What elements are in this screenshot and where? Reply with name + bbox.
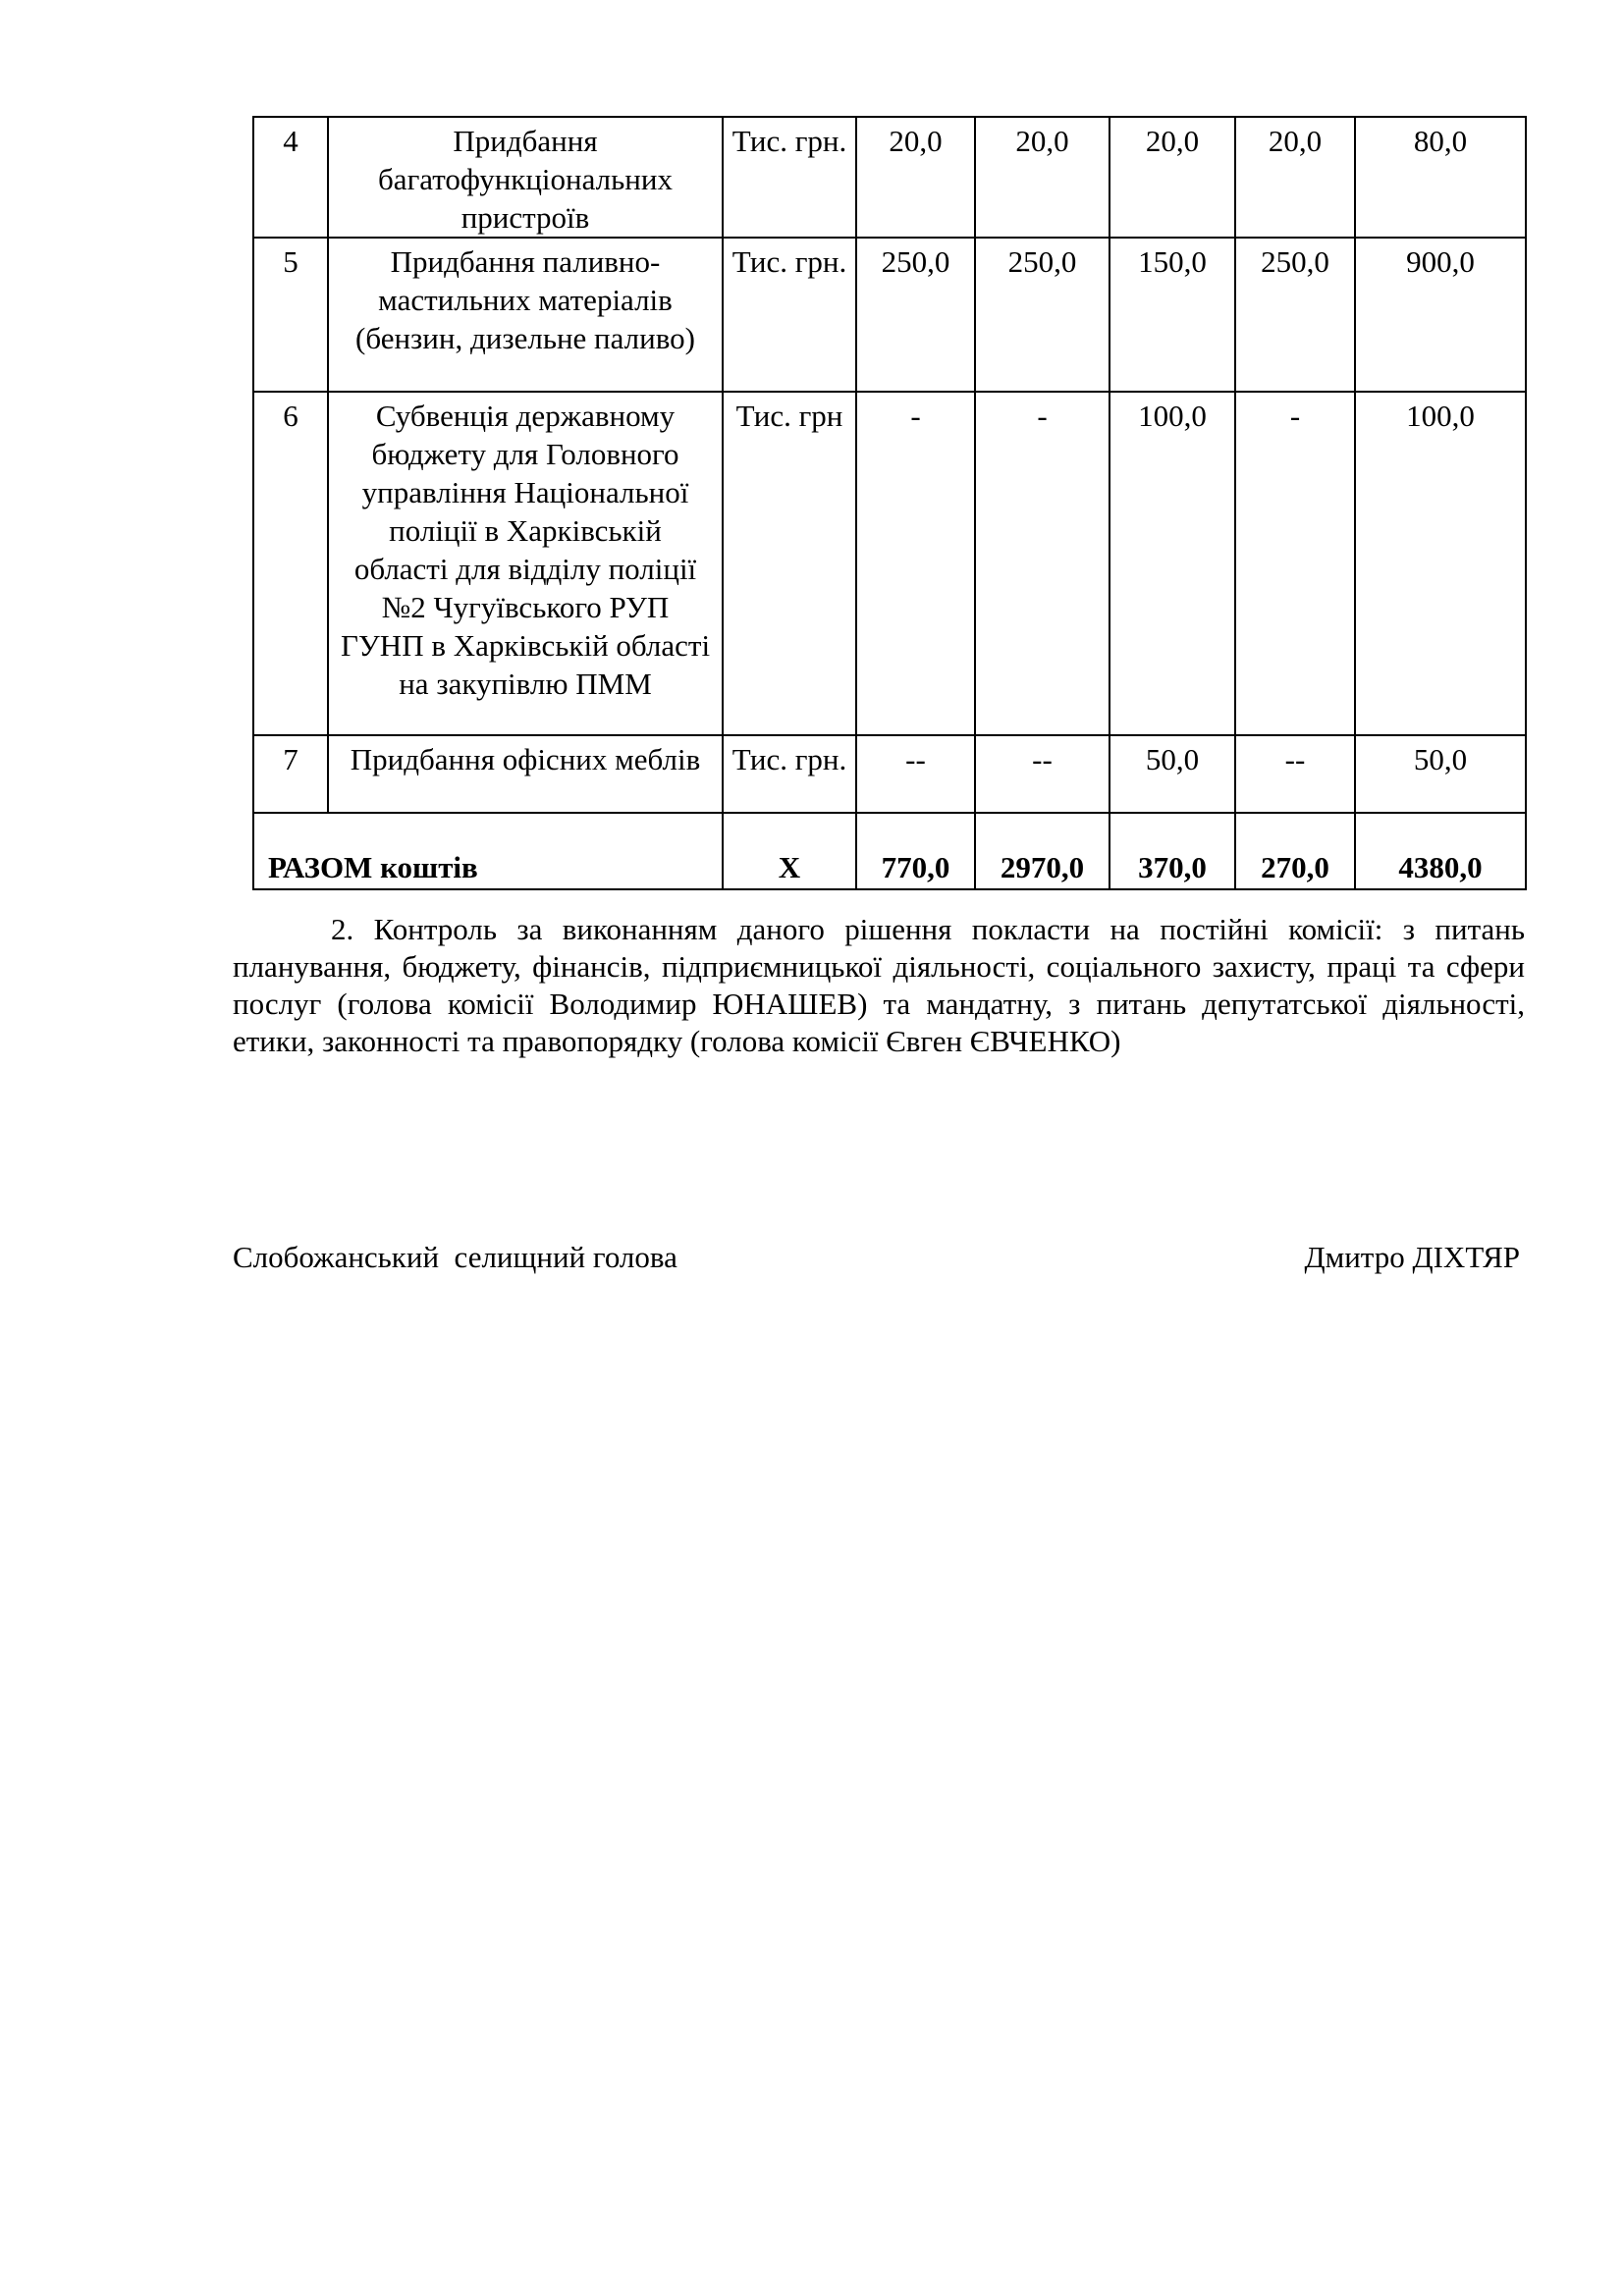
item-name: Придбання паливно-мастильних матеріалів (бензин, дизельне паливо) (328, 238, 723, 392)
unit-cell: Тис. грн. (723, 735, 856, 813)
total-value: 770,0 (856, 813, 975, 889)
value-cell: 100,0 (1110, 392, 1235, 735)
item-name: Придбання багатофункціональних пристроїв (328, 117, 723, 238)
value-cell: 20,0 (1235, 117, 1355, 238)
row-number: 7 (253, 735, 328, 813)
total-row (253, 813, 1526, 889)
value-cell: -- (975, 735, 1110, 813)
value-cell: - (975, 392, 1110, 735)
value-cell: 20,0 (856, 117, 975, 238)
total-cell: 900,0 (1355, 238, 1526, 392)
unit-cell: Тис. грн (723, 392, 856, 735)
value-cell: 150,0 (1110, 238, 1235, 392)
value-cell: 250,0 (856, 238, 975, 392)
unit-cell: Тис. грн. (723, 117, 856, 238)
row-number: 5 (253, 238, 328, 392)
value-cell: - (856, 392, 975, 735)
total-value: 2970,0 (975, 813, 1110, 889)
value-cell: -- (1235, 735, 1355, 813)
budget-table (252, 116, 1527, 890)
value-cell: 50,0 (1110, 735, 1235, 813)
total-label: РАЗОМ коштів (253, 813, 723, 889)
value-cell: 20,0 (1110, 117, 1235, 238)
total-value: 370,0 (1110, 813, 1235, 889)
item-name: Придбання офісних меблів (328, 735, 723, 813)
total-cell: 80,0 (1355, 117, 1526, 238)
total-unit: Х (723, 813, 856, 889)
signatory-name: Дмитро ДІХТЯР (1304, 1240, 1520, 1274)
item-name: Субвенція державному бюджету для Головного управління Національної поліції в Харківській області для відділу поліції №2 Чугуївського РУП ГУНП в Харківській області на закупівлю ПММ (328, 392, 723, 735)
row-number: 6 (253, 392, 328, 735)
signatory-position: Слобожанський селищний голова (233, 1240, 677, 1274)
table-row (253, 735, 1526, 813)
table-row (253, 117, 1526, 238)
control-paragraph: 2. Контроль за виконанням даного рішення покласти на постійні комісії: з питань планування, бюджету, фінансів, підприємницької діяльності, соціального захисту, праці та сфери послуг (голова комісії Володимир ЮНАШЕВ) та мандатну, з питань депутатської діяльності, етики, законності та правопорядку (голова комісії Євген ЄВЧЕНКО) (233, 912, 1525, 1058)
value-cell: - (1235, 392, 1355, 735)
value-cell: 250,0 (1235, 238, 1355, 392)
table-row (253, 238, 1526, 392)
total-cell: 100,0 (1355, 392, 1526, 735)
total-value: 270,0 (1235, 813, 1355, 889)
value-cell: 20,0 (975, 117, 1110, 238)
grand-total: 4380,0 (1355, 813, 1526, 889)
total-cell: 50,0 (1355, 735, 1526, 813)
value-cell: 250,0 (975, 238, 1110, 392)
unit-cell: Тис. грн. (723, 238, 856, 392)
value-cell: -- (856, 735, 975, 813)
row-number: 4 (253, 117, 328, 238)
table-row (253, 392, 1526, 735)
